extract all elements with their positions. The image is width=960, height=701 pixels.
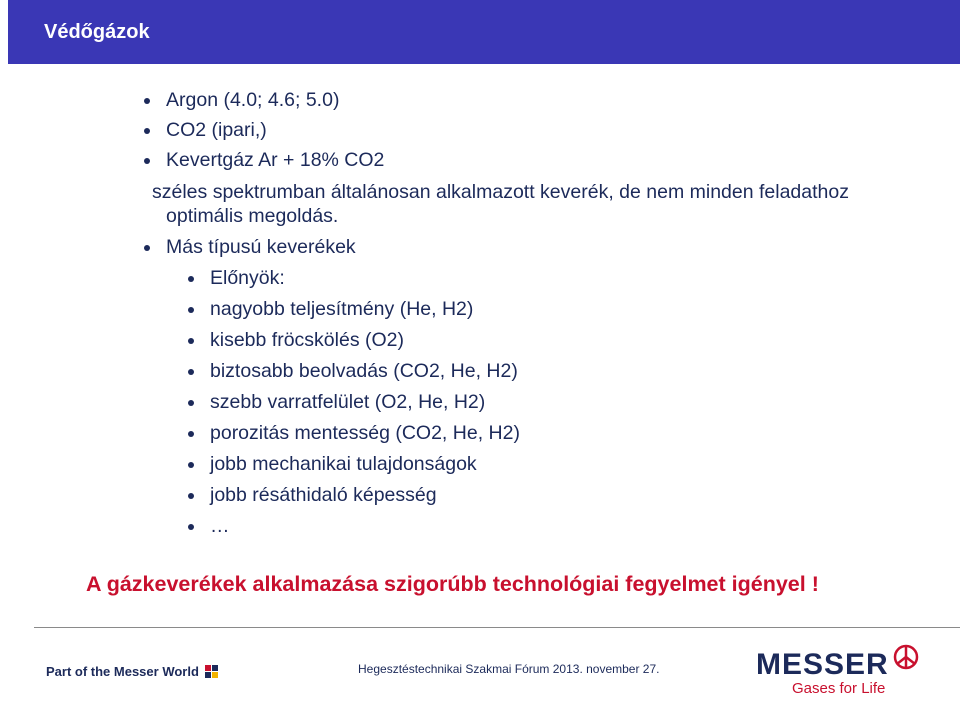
bullet-dot xyxy=(144,245,150,251)
advantage-item: porozitás mentesség (CO2, He, H2) xyxy=(210,422,520,444)
messer-logo xyxy=(752,640,922,698)
advantages-heading: Előnyök: xyxy=(210,267,285,289)
bullet-dot xyxy=(144,128,150,134)
messer-dots-icon xyxy=(205,665,219,678)
logo-tagline: Gases for Life xyxy=(792,680,886,697)
bullet-dot xyxy=(144,158,150,164)
bullet-dot xyxy=(188,493,194,499)
bullet-argon: Argon (4.0; 4.6; 5.0) xyxy=(166,89,340,111)
bullet-dot xyxy=(188,369,194,375)
footer-divider xyxy=(34,627,960,628)
bullet-dot xyxy=(188,307,194,313)
description-line-1: széles spektrumban általánosan alkalmazott keverék, de nem minden feladathoz xyxy=(152,181,849,203)
description-line-2: optimális megoldás. xyxy=(166,205,339,227)
bullet-dot xyxy=(188,431,194,437)
advantage-item: jobb résáthidaló képesség xyxy=(210,484,437,506)
bullet-co2: CO2 (ipari,) xyxy=(166,119,267,141)
advantage-item: nagyobb teljesítmény (He, H2) xyxy=(210,298,474,320)
bullet-dot xyxy=(188,524,194,530)
advantage-item: szebb varratfelület (O2, He, H2) xyxy=(210,391,486,413)
event-info: Hegesztéstechnikai Szakmai Fórum 2013. november 27. xyxy=(358,662,660,676)
bullet-dot xyxy=(188,276,194,282)
bullet-dot xyxy=(188,338,194,344)
part-of-label: Part of the Messer World xyxy=(46,664,199,679)
advantage-item: biztosabb beolvadás (CO2, He, H2) xyxy=(210,360,518,382)
bullet-dot xyxy=(188,400,194,406)
slide-title: Védőgázok xyxy=(44,20,150,43)
bullet-mixed-gas: Kevertgáz Ar + 18% CO2 xyxy=(166,149,385,171)
bullet-dot xyxy=(144,98,150,104)
bullet-dot xyxy=(188,462,194,468)
messer-symbol-icon xyxy=(892,644,920,680)
mixtures-heading: Más típusú keverékek xyxy=(166,236,356,258)
part-of-messer-world xyxy=(46,664,219,679)
slide-title-bar xyxy=(8,0,960,64)
highlight-statement: A gázkeverékek alkalmazása szigorúbb technológiai fegyelmet igényel ! xyxy=(86,572,819,596)
advantage-item-ellipsis: … xyxy=(210,515,230,537)
advantage-item: jobb mechanikai tulajdonságok xyxy=(210,453,477,475)
advantage-item: kisebb fröcskölés (O2) xyxy=(210,329,404,351)
logo-wordmark: MESSER xyxy=(756,648,889,681)
